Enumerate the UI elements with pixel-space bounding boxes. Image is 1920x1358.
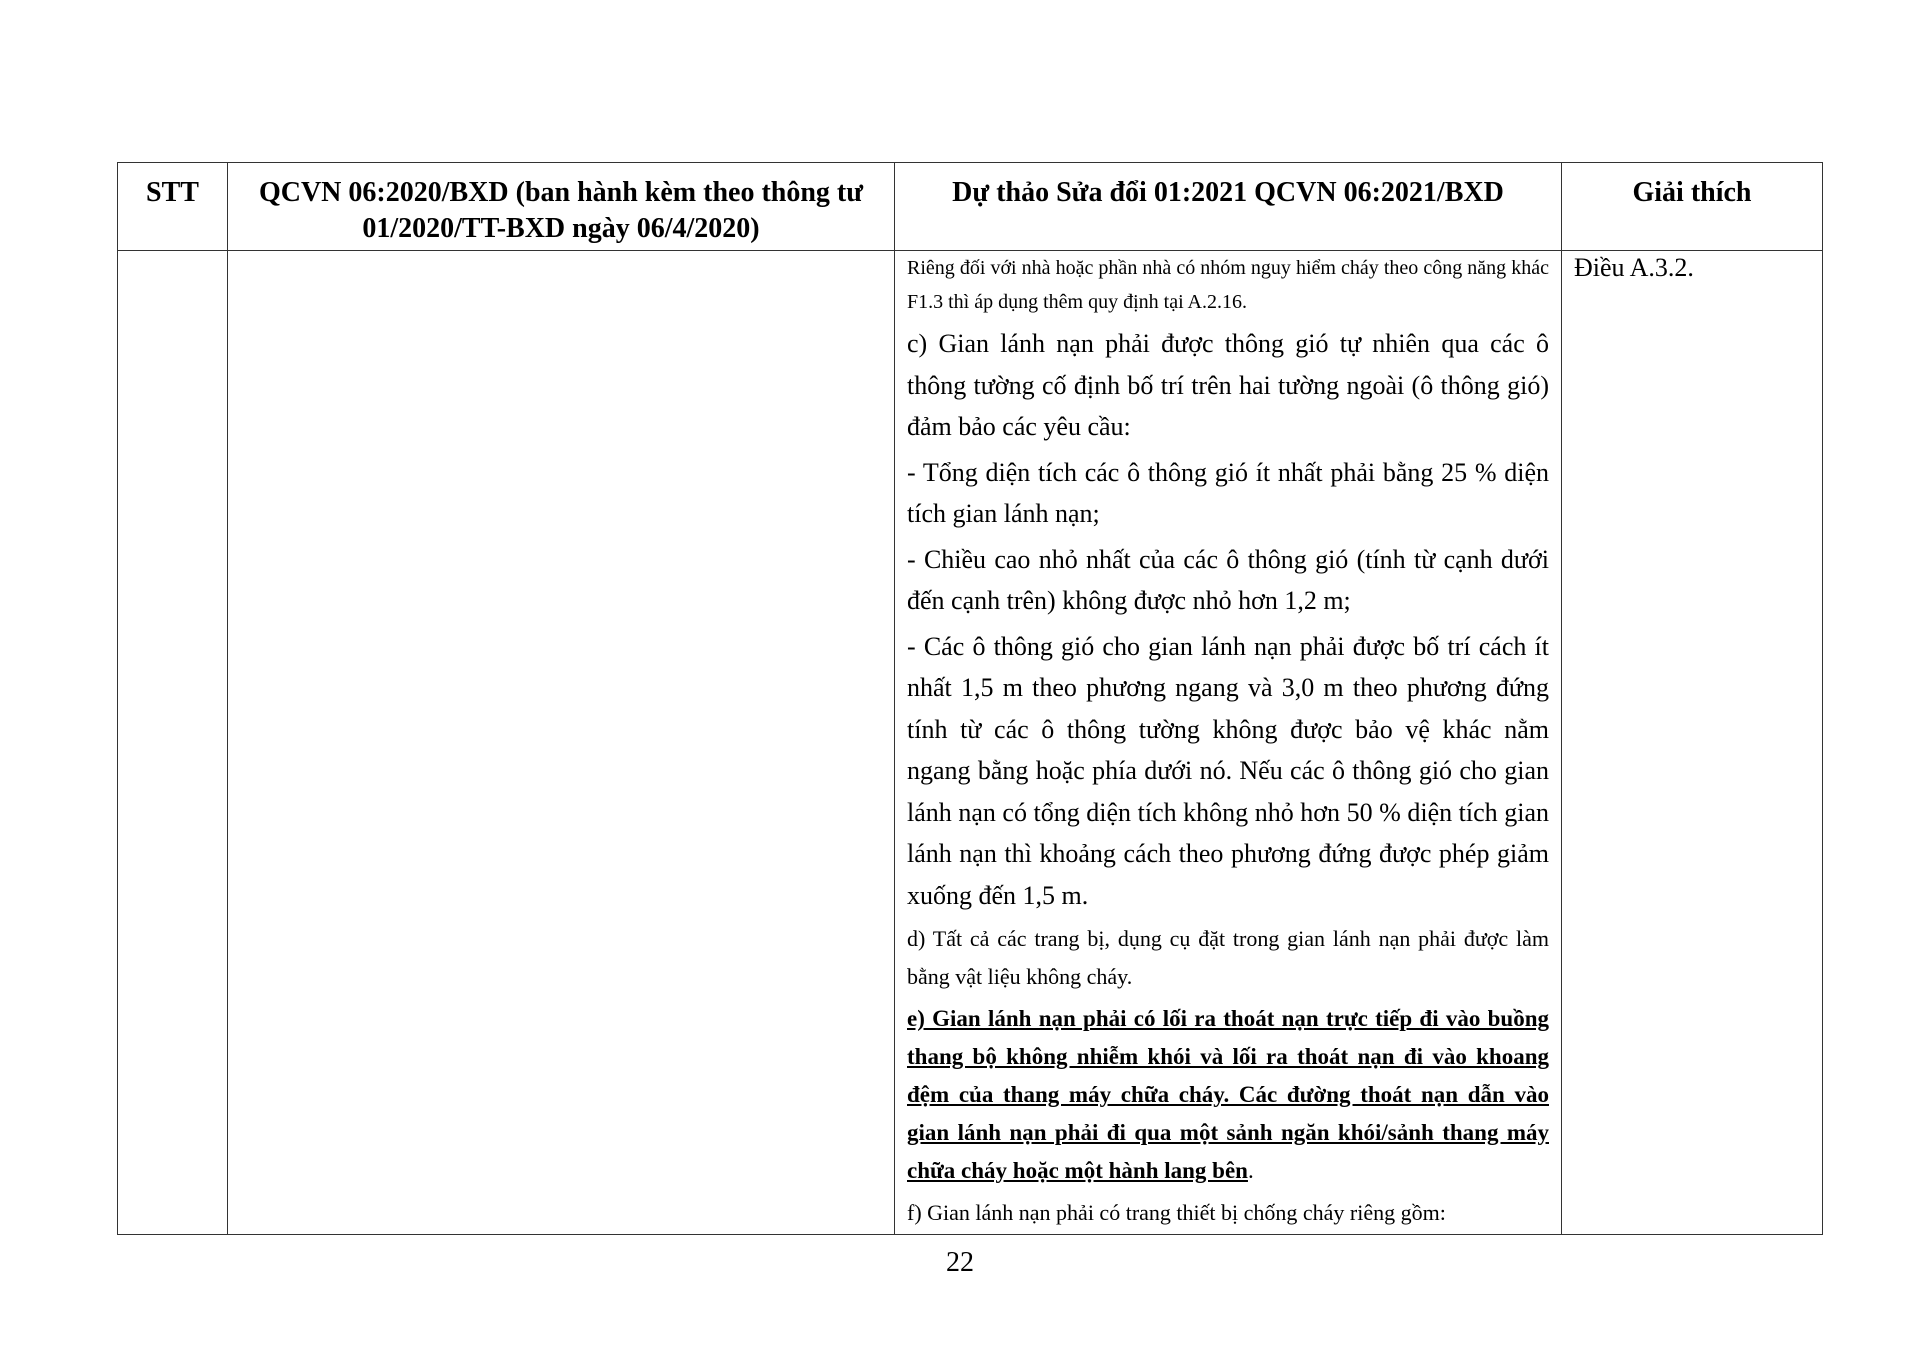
draft-paragraph-e-exits	[907, 1000, 1549, 1190]
cell-stt	[118, 251, 228, 1235]
draft-paragraph-f13-note: Riêng đối với nhà hoặc phần nhà có nhóm nguy hiểm cháy theo công năng khác F1.3 thì áp dụng thêm quy định tại A.2.16.	[907, 257, 1549, 313]
draft-paragraph-e-period: .	[1247, 1158, 1254, 1183]
table-header-row	[118, 163, 1823, 251]
header-stt: STT	[118, 163, 228, 251]
comparison-table	[117, 162, 1823, 1235]
header-explanation: Giải thích	[1562, 163, 1823, 251]
draft-paragraph-c-ventilation: c) Gian lánh nạn phải được thông gió tự nhiên qua các ô thông tường cố định bố trí trên hai tường ngoài (ô thông gió) đảm bảo các yêu cầu:	[907, 329, 1549, 441]
cell-explanation: Điều A.3.2.	[1562, 251, 1823, 1235]
table-row	[118, 251, 1823, 1235]
draft-paragraph-vent-area: - Tổng diện tích các ô thông gió ít nhất phải bằng 25 % diện tích gian lánh nạn;	[907, 457, 1549, 528]
cell-draft-2021	[895, 251, 1562, 1235]
header-qcvn-2020: QCVN 06:2020/BXD (ban hành kèm theo thông tư 01/2020/TT-BXD ngày 06/4/2020)	[228, 163, 895, 251]
cell-qcvn-2020	[228, 251, 895, 1235]
draft-paragraph-e-text: e) Gian lánh nạn phải có lối ra thoát nạn trực tiếp đi vào buồng thang bộ không nhiễm khói và lối ra thoát nạn đi vào khoang đệm của thang máy chữa cháy. Các đường thoát nạn dẫn vào gian lánh nạn phải đi qua một sảnh ngăn khói/sảnh thang máy chữa cháy hoặc một hành lang bên	[907, 1006, 1549, 1183]
draft-paragraph-vent-spacing: - Các ô thông gió cho gian lánh nạn phải được bố trí cách ít nhất 1,5 m theo phương ngang và 3,0 m theo phương đứng tính từ các ô thông tường không được bảo vệ khác nằm ngang bằng hoặc phía dưới nó. Nếu các ô thông gió cho gian lánh nạn có tổng diện tích không nhỏ hơn 50 % diện tích gian lánh nạn thì khoảng cách theo phương đứng được phép giảm xuống đến 1,5 m.	[907, 631, 1549, 910]
draft-paragraph-d-materials: d) Tất cả các trang bị, dụng cụ đặt trong gian lánh nạn phải được làm bằng vật liệu không cháy.	[907, 926, 1549, 989]
draft-paragraph-f-equipment: f) Gian lánh nạn phải có trang thiết bị chống cháy riêng gồm:	[907, 1200, 1446, 1225]
draft-paragraph-vent-height: - Chiều cao nhỏ nhất của các ô thông gió (tính từ cạnh dưới đến cạnh trên) không được nhỏ hơn 1,2 m;	[907, 544, 1549, 615]
header-draft-2021: Dự thảo Sửa đổi 01:2021 QCVN 06:2021/BXD	[895, 163, 1562, 251]
page-number: 22	[946, 1247, 974, 1278]
